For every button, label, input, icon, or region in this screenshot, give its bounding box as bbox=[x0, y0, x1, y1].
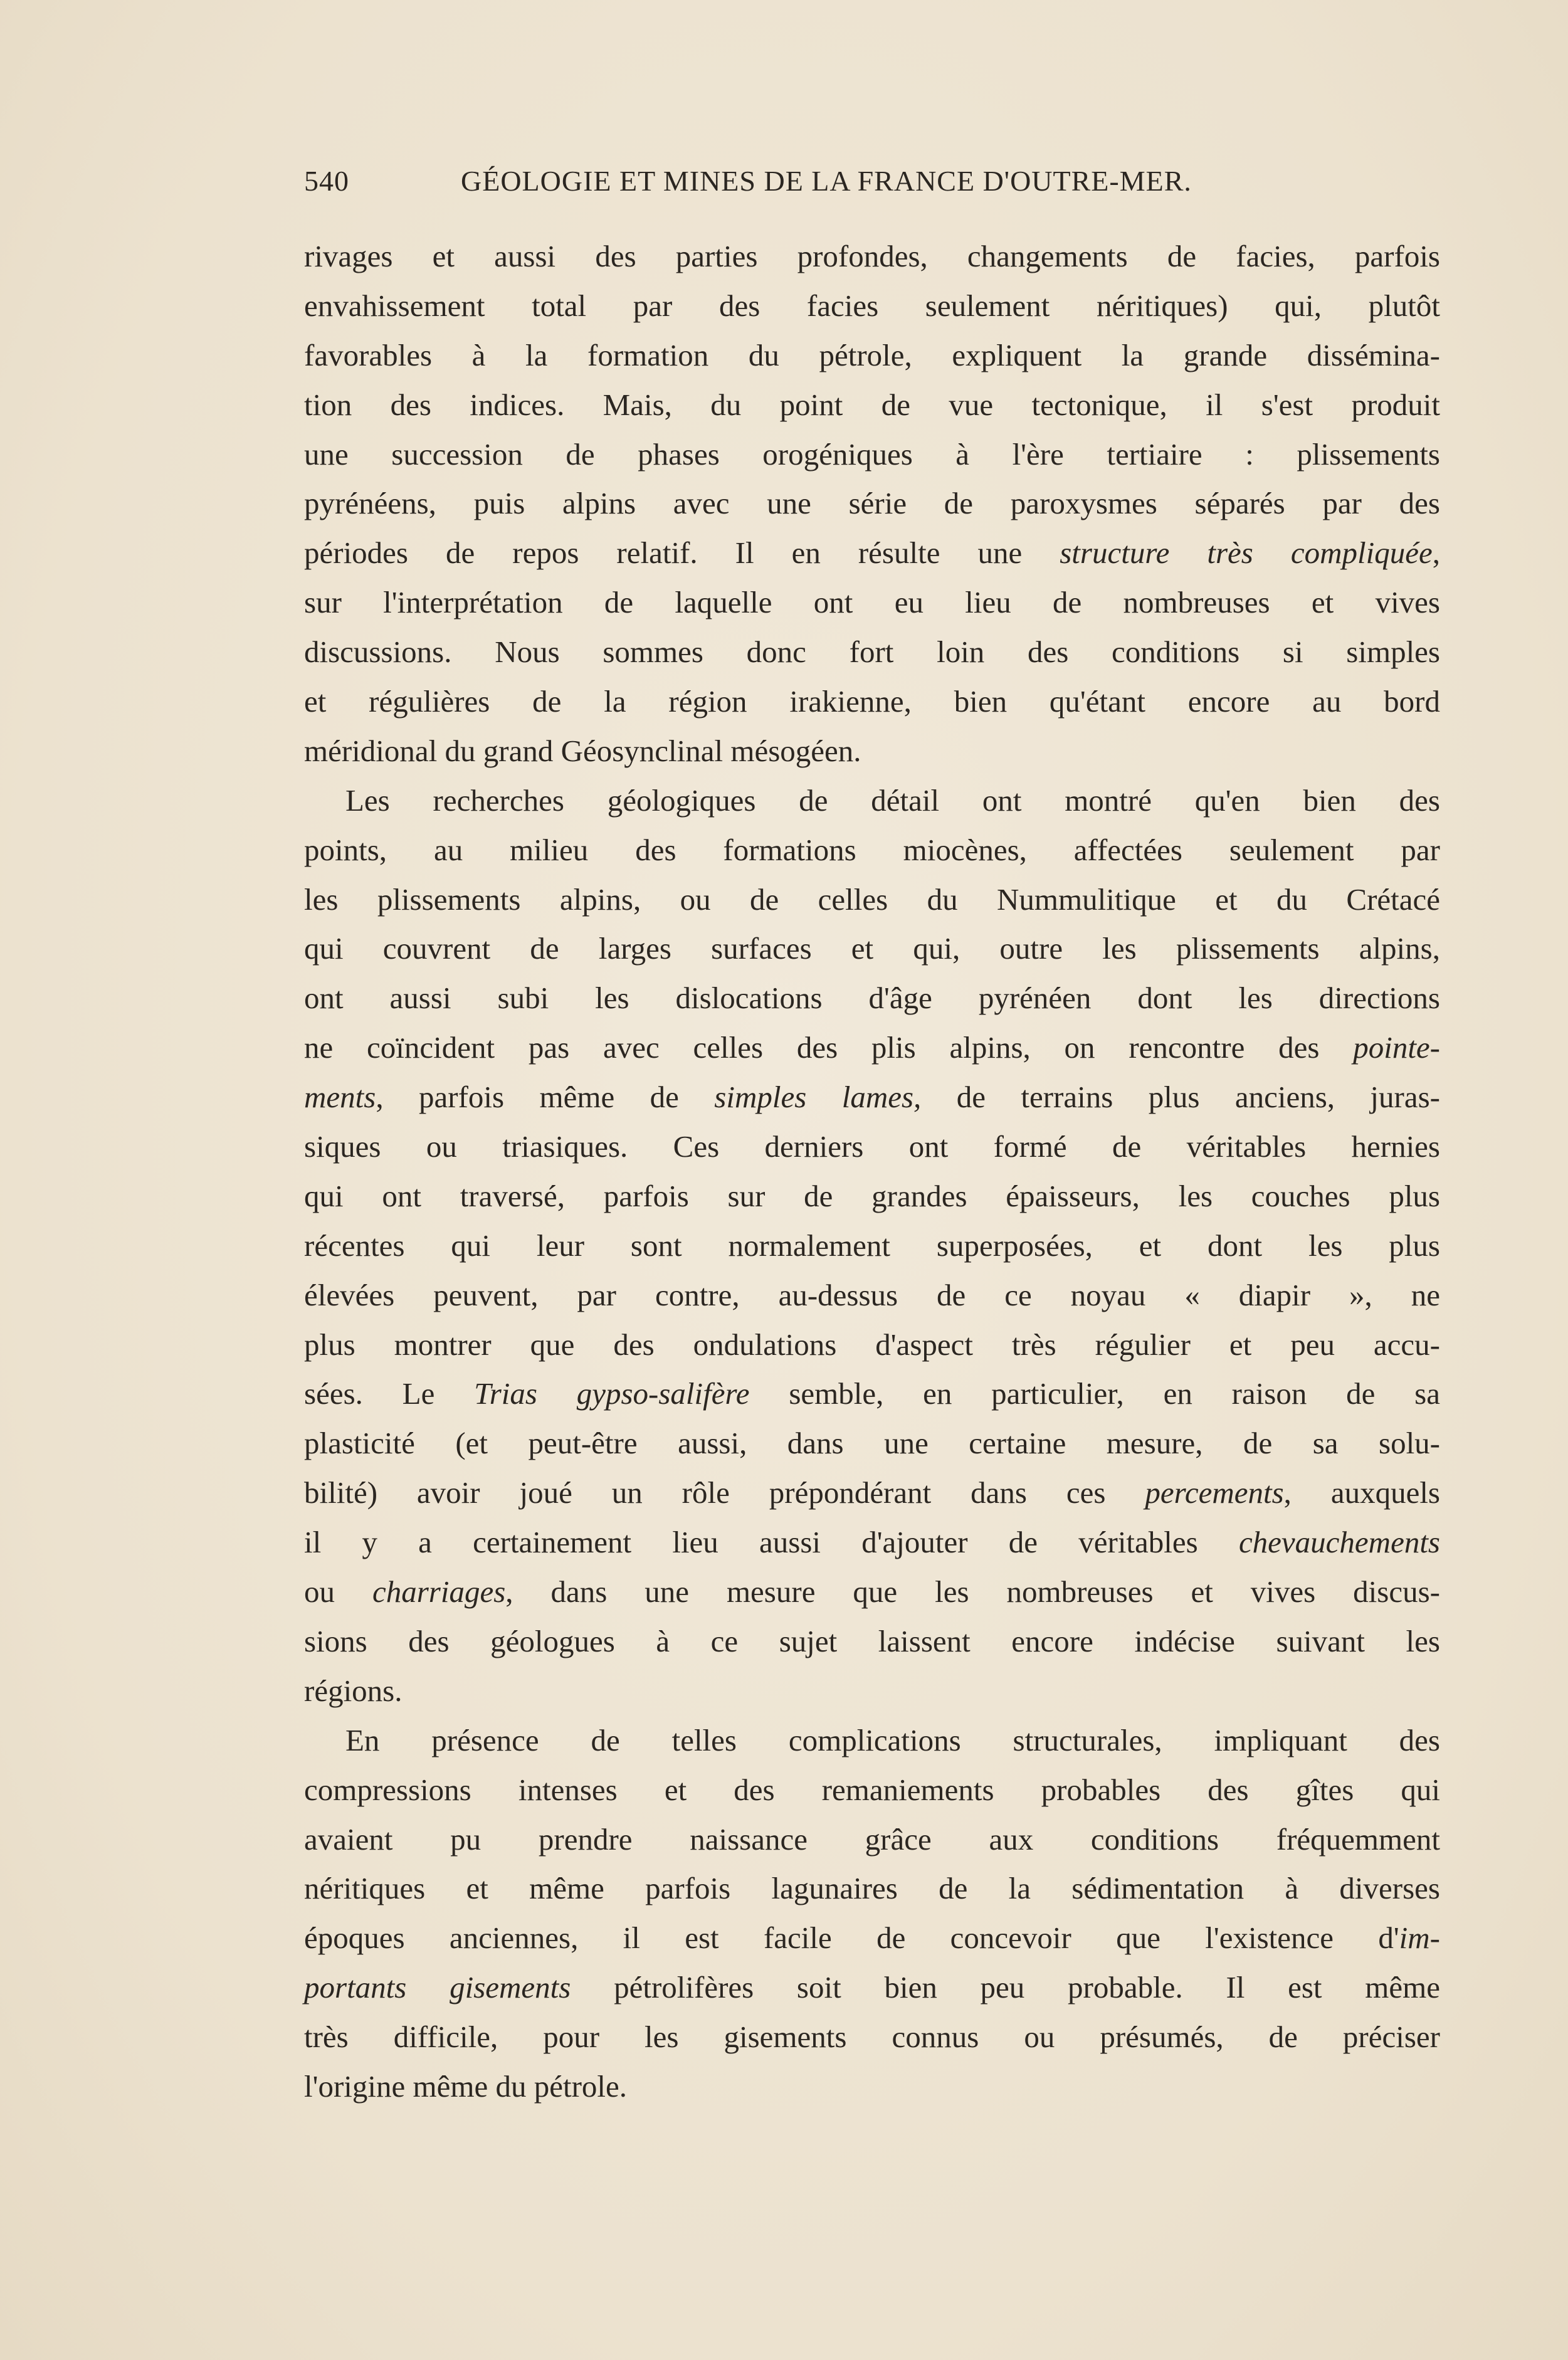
text-line bbox=[304, 1023, 1440, 1073]
text-line bbox=[304, 826, 1440, 875]
text-segment: , auxquels bbox=[1283, 1475, 1441, 1510]
text-segment: périodes de repos relatif. Il en résulte une bbox=[304, 535, 1060, 571]
text-line bbox=[304, 331, 1440, 381]
text-segment: siques ou triasiques. Ces derniers ont formé de véritables hernies bbox=[304, 1129, 1440, 1164]
text-segment: de terrains plus anciens, juras- bbox=[921, 1080, 1440, 1115]
page-number: 540 bbox=[304, 165, 349, 197]
text-segment: favorables à la formation du pétrole, expliquent la grande dissémina- bbox=[304, 337, 1440, 372]
text-line bbox=[304, 1122, 1440, 1172]
text-segment: semble, en particulier, en raison de sa bbox=[749, 1376, 1441, 1411]
text-line bbox=[304, 1914, 1440, 1963]
text-segment: envahissement total par des facies seulement néritiques) qui, plutôt bbox=[304, 288, 1440, 323]
text-segment: , parfois même de bbox=[376, 1080, 715, 1115]
italic-text: charriages bbox=[372, 1574, 506, 1609]
text-segment: tion des indices. Mais, du point de vue tectonique, il s'est produit bbox=[304, 387, 1440, 422]
text-line bbox=[304, 1468, 1440, 1518]
text-segment: il y a certainement lieu aussi d'ajouter de véritables bbox=[304, 1525, 1239, 1560]
text-line bbox=[304, 974, 1440, 1023]
text-line bbox=[304, 875, 1440, 925]
text-segment: pétrolifères soit bien peu probable. Il est même bbox=[571, 1970, 1441, 2005]
italic-text: im- bbox=[1399, 1920, 1440, 1956]
text-line bbox=[304, 727, 1440, 776]
text-line bbox=[304, 1271, 1440, 1320]
text-line bbox=[304, 1172, 1440, 1221]
text-line bbox=[304, 479, 1440, 529]
italic-text: ments bbox=[304, 1080, 376, 1115]
text-segment: plasticité (et peut-être aussi, dans une certaine mesure, de sa solu- bbox=[304, 1426, 1440, 1461]
text-segment: avaient pu prendre naissance grâce aux conditions fréquemment bbox=[304, 1821, 1440, 1857]
text-segment: Les recherches géologiques de détail ont montré qu'en bien des bbox=[345, 782, 1440, 818]
italic-text: pointe- bbox=[1353, 1030, 1440, 1065]
text-line bbox=[304, 2013, 1440, 2062]
text-segment: rivages et aussi des parties profondes, changements de facies, parfois bbox=[304, 239, 1440, 273]
running-title: GÉOLOGIE ET MINES DE LA FRANCE D'OUTRE-MER. bbox=[461, 165, 1192, 197]
text-segment: une succession de phases orogéniques à l'ère tertiaire : plissements bbox=[304, 436, 1440, 471]
text-segment: bilité) avoir joué un rôle prépondérant dans ces bbox=[304, 1475, 1145, 1510]
text-line bbox=[304, 2062, 1440, 2112]
text-segment: , bbox=[1432, 535, 1440, 571]
body-text bbox=[304, 232, 1440, 2112]
text-segment: et régulières de la région irakienne, bien qu'étant encore au bord bbox=[304, 684, 1440, 719]
text-segment: qui ont traversé, parfois sur de grandes épaisseurs, les couches plus bbox=[304, 1178, 1440, 1213]
text-segment: ne coïncident pas avec celles des plis alpins, on rencontre des bbox=[304, 1030, 1354, 1065]
text-line bbox=[304, 1369, 1440, 1419]
text-segment: points, au milieu des formations miocènes, affectées seulement par bbox=[304, 832, 1440, 867]
text-line bbox=[304, 282, 1440, 331]
text-segment: ou bbox=[304, 1574, 372, 1609]
text-line bbox=[304, 1864, 1440, 1914]
text-segment: En présence de telles complications structurales, impliquant des bbox=[345, 1722, 1440, 1757]
text-segment: compressions intenses et des remaniements probables des gîtes qui bbox=[304, 1772, 1440, 1807]
text-line bbox=[304, 1320, 1440, 1370]
text-line bbox=[304, 924, 1440, 974]
text-segment: l'origine même du pétrole. bbox=[304, 2068, 628, 2104]
text-line bbox=[304, 1518, 1440, 1567]
italic-text: Trias gypso-salifère bbox=[474, 1376, 750, 1411]
text-segment: discussions. Nous sommes donc fort loin des conditions si simples bbox=[304, 635, 1440, 670]
text-segment: qui couvrent de larges surfaces et qui, outre les plissements alpins, bbox=[304, 931, 1440, 966]
text-line bbox=[304, 677, 1440, 727]
text-segment: époques anciennes, il est facile de concevoir que l'existence d' bbox=[304, 1920, 1399, 1956]
text-segment: sur l'interprétation de laquelle ont eu lieu de nombreuses et vives bbox=[304, 585, 1440, 620]
text-line bbox=[304, 1073, 1440, 1122]
text-segment: récentes qui leur sont normalement superposées, et dont les plus bbox=[304, 1228, 1440, 1263]
italic-text: percements bbox=[1145, 1475, 1284, 1510]
text-segment: pyrénéens, puis alpins avec une série de paroxysmes séparés par des bbox=[304, 486, 1440, 521]
text-line bbox=[304, 430, 1440, 480]
text-segment: plus montrer que des ondulations d'aspect très régulier et peu accu- bbox=[304, 1327, 1440, 1362]
text-segment: ont aussi subi les dislocations d'âge pyrénéen dont les directions bbox=[304, 981, 1440, 1016]
text-segment: , dans une mesure que les nombreuses et vives discus- bbox=[505, 1574, 1441, 1609]
text-line bbox=[304, 1667, 1440, 1716]
text-segment: sions des géologues à ce sujet laissent encore indécise suivant les bbox=[304, 1623, 1440, 1658]
text-segment: régions. bbox=[304, 1673, 403, 1708]
text-line bbox=[304, 1617, 1440, 1667]
text-line bbox=[304, 1766, 1440, 1815]
text-line bbox=[304, 628, 1440, 677]
text-line bbox=[304, 1716, 1440, 1766]
italic-text: portants gisements bbox=[304, 1970, 571, 2005]
text-line bbox=[304, 1815, 1440, 1865]
text-line bbox=[304, 1419, 1440, 1468]
italic-text: simples lames, bbox=[714, 1080, 922, 1115]
italic-text: chevauchements bbox=[1238, 1525, 1440, 1560]
text-line bbox=[304, 776, 1440, 826]
text-line bbox=[304, 529, 1440, 578]
text-segment: très difficile, pour les gisements connus ou présumés, de préciser bbox=[304, 2020, 1440, 2055]
text-line bbox=[304, 232, 1440, 282]
text-segment: sées. Le bbox=[304, 1376, 475, 1411]
text-line bbox=[304, 1221, 1440, 1271]
text-segment: élevées peuvent, par contre, au-dessus de ce noyau « diapir », ne bbox=[304, 1277, 1440, 1312]
text-segment: méridional du grand Géosynclinal mésogéen. bbox=[304, 733, 861, 768]
text-segment: les plissements alpins, ou de celles du Nummulitique et du Crétacé bbox=[304, 882, 1440, 917]
text-line bbox=[304, 578, 1440, 628]
text-line bbox=[304, 1567, 1440, 1617]
text-segment: néritiques et même parfois lagunaires de la sédimentation à diverses bbox=[304, 1871, 1440, 1906]
text-line bbox=[304, 381, 1440, 430]
italic-text: structure très compliquée bbox=[1060, 535, 1433, 571]
text-line bbox=[304, 1963, 1440, 2013]
page-header bbox=[304, 164, 1270, 202]
